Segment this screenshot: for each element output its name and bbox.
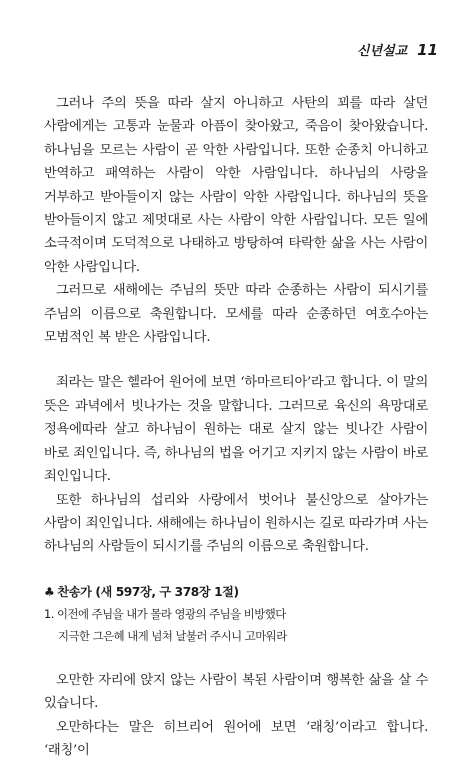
paragraph: 그러나 주의 뜻을 따라 살지 아니하고 사탄의 꾀를 따라 살던 사람에게는 고통과 눈물과 아픔이 찾아왔고, 죽음이 찾아왔습니다. 하나님을 모르는 사람이 곧 악한 사람입니다. 또한 순종치 아니하고 반역하고 패역하는 사람이 악한 사람입니다. 하나님의 사랑을 거부하고 받아들이지 않는 사람이 악한 사람입니다. 하나님의 뜻을 받아들이지 않고 제멋대로 사는 사람이 악한 사람입니다. 모든 일에 소극적이며 도덕적으로 나태하고 방탕하여 타락한 삶을 사는 사람이 악한 사람입니다. — [44, 96, 428, 275]
page-number: 11 — [417, 41, 438, 59]
hymn-title: 찬송가 (새 597장, 구 378장 1절) — [57, 584, 239, 599]
paragraph: 죄라는 말은 헬라어 원어에 보면 ‘하마르티아’라고 합니다. 이 말의 뜻은 과녁에서 빗나가는 것을 말합니다. 그러므로 육신의 욕망대로 정욕에따라 살고 하나님이 원하는 대로 살지 않는 빗나간 사람이 바로 죄인입니다. 즉, 하나님의 법을 어기고 지키지 않는 사람이 바로 죄인입니다. — [44, 375, 428, 485]
paragraph: 또한 하나님의 섭리와 사랑에서 벗어나 불신앙으로 살아가는 사람이 죄인입니다. 새해에는 하나님이 원하시는 길로 따라가며 사는 하나님의 사람들이 되시기를 주님의 이름으로 축원합니다. — [44, 492, 428, 555]
paragraph-spacer — [44, 559, 428, 581]
section-title: 신년설교 — [356, 44, 408, 59]
club-icon: ♣ — [44, 584, 55, 599]
paragraph: 오만한 자리에 앉지 않는 사람이 복된 사람이며 행복한 삶을 살 수 있습니다. — [44, 672, 428, 712]
hymn-line-1: 1. 이전에 주님을 내가 몰라 영광의 주님을 비방했다 — [44, 606, 286, 621]
hymn-line-2: 지극한 그은혜 내게 넘쳐 날불러 주시니 고마워라 — [58, 628, 287, 643]
hymn-heading — [44, 581, 428, 603]
page-header — [357, 40, 438, 59]
paragraph-spacer — [44, 349, 428, 371]
paragraph-spacer — [44, 647, 428, 669]
page-body — [44, 92, 428, 762]
paragraph: 그러므로 새해에는 주님의 뜻만 따라 순종하는 사람이 되시기를 주님의 이름으로 축원합니다. 모세를 따라 순종하던 여호수아는 모범적인 복 받은 사람입니다. — [44, 283, 428, 346]
paragraph: 오만하다는 말은 히브리어 원어에 보면 ‘래칭’이라고 합니다. ‘래칭’이 — [44, 719, 428, 758]
